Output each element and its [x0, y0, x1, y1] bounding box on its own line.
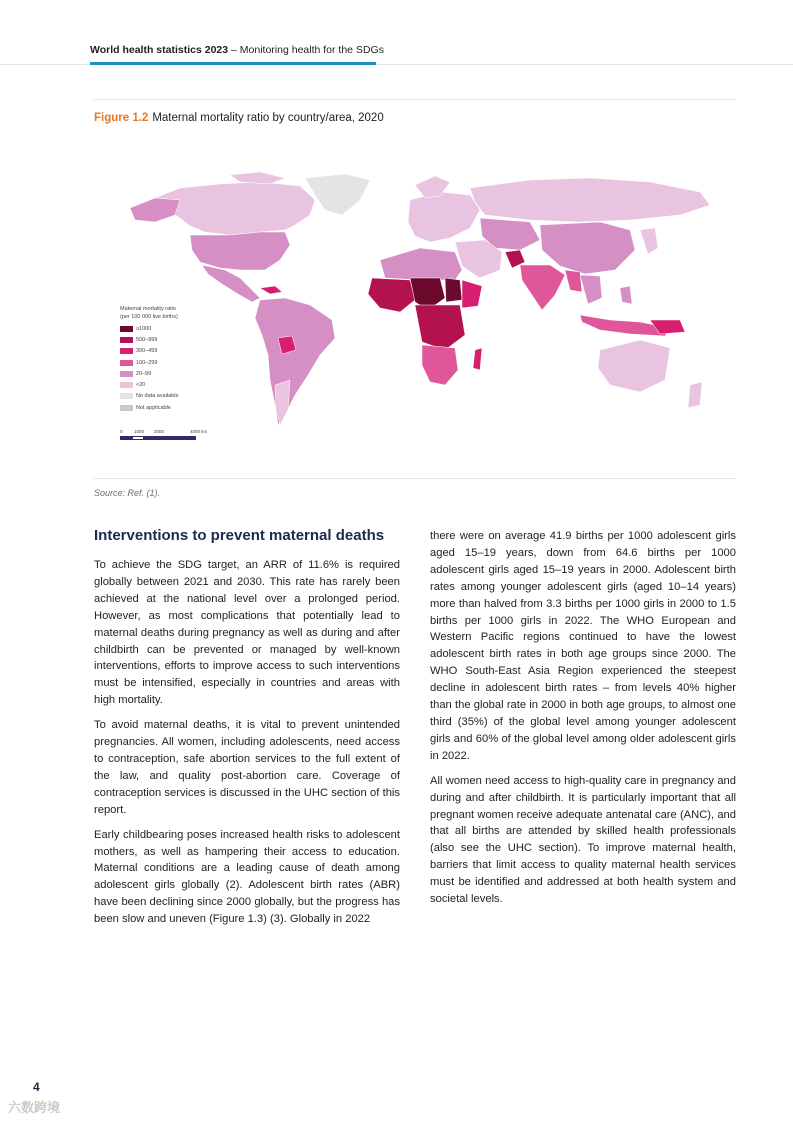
section-title: Interventions to prevent maternal deaths [94, 527, 385, 544]
scale-label: 2000 [154, 429, 165, 434]
legend-item [120, 346, 240, 357]
body-paragraph: All women need access to high-quality care in pregnancy and during and after childbirth. It is particularly important that all pregnant women receive adequate antenatal care (ANC), and that all births are attended by skilled health professionals (also see the UHC section). To improve maternal health, barriers that limit access to quality maternal health services must be identified and addressed at both health system and societal levels. [430, 774, 736, 906]
scale-label: 1000 [134, 429, 145, 434]
map-europe [408, 192, 480, 242]
map-indochina [580, 275, 602, 304]
map-southern-africa [422, 345, 458, 385]
map-horn-africa [462, 280, 482, 308]
legend-item [120, 323, 240, 334]
map-north-africa [380, 248, 462, 280]
legend-swatch [120, 360, 133, 366]
legend-swatch [120, 405, 133, 411]
map-russia [470, 178, 710, 222]
legend-swatch [120, 348, 133, 354]
map-japan-korea [640, 228, 658, 254]
figure-label: Figure 1.2 [94, 112, 149, 124]
scale-segment [132, 436, 144, 440]
watermark: 六数跨境 [8, 1100, 61, 1115]
body-paragraph: To achieve the SDG target, an ARR of 11.6% is required globally between 2021 and 2030. This rate has rarely been achieved at the national level over a prolonged period. However, as most complications that potentially lead to maternal deaths during pregnancy as well as during and after childbirth can be prevented or managed by well-known interventions, efforts to improve access to such interventions must be intensified, especially in countries and areas with high mortality. [94, 559, 400, 707]
map-myanmar [565, 270, 582, 292]
figure-caption [94, 112, 384, 124]
map-china [540, 222, 635, 274]
map-new-zealand [688, 382, 702, 408]
map-philippines [620, 286, 632, 304]
body-paragraph: To avoid maternal deaths, it is vital to prevent unintended pregnancies. All women, including adolescents, need access to contraception, safe abortion services to the full extent of the law, and quality post-abortion care. Coverage of contraception services is discussed in the UHC section of this report. [94, 719, 400, 816]
scale-segment [144, 436, 156, 440]
header-accent-bar [90, 62, 376, 65]
map-madagascar [473, 348, 482, 370]
legend-label: 100–299 [136, 359, 158, 366]
scale-segment [156, 436, 196, 440]
legend-item [120, 368, 240, 379]
legend-swatch [120, 371, 133, 377]
map-australia [598, 340, 670, 392]
map-usa [190, 232, 290, 270]
legend-swatch [120, 382, 133, 388]
map-alaska [130, 198, 180, 222]
page-number: 4 [33, 1080, 40, 1094]
header-title [90, 44, 384, 56]
legend-item [120, 402, 240, 413]
map-legend [120, 305, 240, 413]
map-scale-bar [120, 429, 220, 443]
body-paragraph: Early childbearing poses increased health risks to adolescent mothers, as well as hampering their access to education. Maternal conditions are a leading cause of death among adolescent girls globally (2). Adolescent birth rates (ABR) have been declining since 2000 globally, but the progress has been slow and uneven (Figure 1.3) (3). Globally in 2022 [94, 828, 400, 926]
running-header [0, 0, 793, 66]
header-title-rest: – Monitoring health for the SDGs [228, 44, 384, 56]
legend-item [120, 334, 240, 345]
legend-label: 500–999 [136, 336, 158, 343]
legend-label: Not applicable [136, 404, 171, 411]
figure-source: Source: Ref. (1). [94, 488, 161, 498]
legend-title-1: Maternal mortality ratio [120, 306, 176, 312]
map-india [520, 265, 565, 310]
map-sudan-south [445, 278, 462, 302]
map-south-america [255, 298, 335, 425]
legend-label: ≥1000 [136, 325, 152, 332]
legend-label: No data available [136, 393, 179, 400]
legend-label: 20–99 [136, 370, 152, 377]
header-title-bold: World health statistics 2023 [90, 44, 229, 56]
legend-item [120, 379, 240, 390]
map-central-africa [415, 305, 465, 350]
legend-item [120, 357, 240, 368]
figure-title: Maternal mortality ratio by country/area, 2020 [152, 112, 384, 124]
body-paragraph: there were on average 41.9 births per 1000 adolescent girls aged 15–19 years, down from 64.6 births per 1000 adolescent girls aged 15–19 years in 2000. Adolescent birth rates among younger adolescent girls (aged 10–14 years) more than halved from 3.3 births per 1000 girls in 2000 to 1.5 births per 1000 girls in 2022. The WHO European and Western Pacific regions continued to have the lowest adolescent birth rates in both age groups since 2000. The WHO South-East Asia Region experienced the steepest decline in adolescent birth rates – from levels 40% higher than the global rate in 2000 in both age groups, to almost one third (35%) of the global level among younger adolescent girls and 60% of the global level among older adolescent girls in 2022. [430, 530, 736, 762]
scale-label: 0 [120, 429, 123, 434]
map-mexico [202, 265, 260, 302]
map-arctic-islands [230, 172, 285, 184]
map-caribbean [260, 286, 282, 294]
scale-segment [120, 436, 132, 440]
scale-label: 4000 km [190, 429, 208, 434]
legend-swatch [120, 337, 133, 343]
map-west-africa [368, 278, 415, 312]
legend-item [120, 391, 240, 402]
figure-bottom-rule [94, 478, 736, 479]
map-greenland [305, 174, 370, 215]
legend-label: 300–499 [136, 348, 158, 355]
legend-label: <20 [136, 382, 146, 389]
legend-title-2: (per 100 000 live births) [120, 314, 178, 320]
legend-swatch [120, 326, 133, 332]
legend-swatch [120, 393, 133, 399]
figure-top-rule [94, 99, 736, 100]
right-column [430, 528, 736, 916]
left-column [94, 526, 400, 936]
